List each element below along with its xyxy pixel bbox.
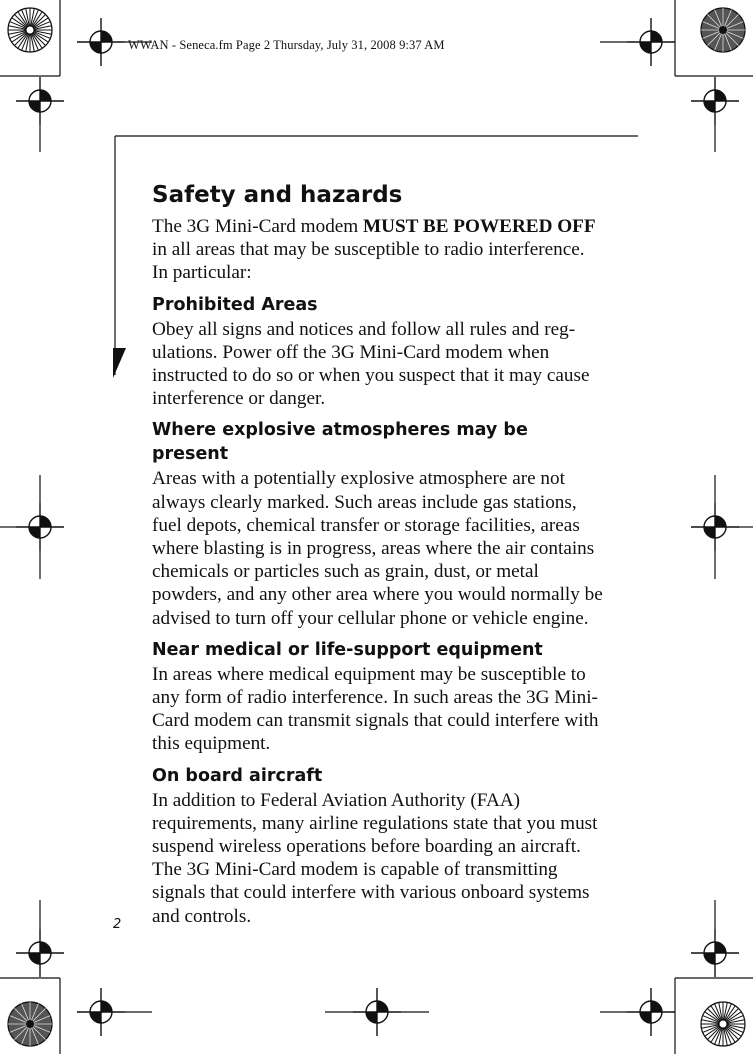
registration-mark-icon	[16, 929, 64, 977]
registration-mark-icon	[691, 77, 739, 125]
registration-mark-icon	[691, 929, 739, 977]
heading-prohibited-areas: Prohibited Areas	[152, 294, 318, 315]
registration-mark-icon	[627, 988, 675, 1036]
registration-mark-icon	[77, 988, 125, 1036]
page-title: Safety and hazards	[152, 182, 403, 208]
registration-mark-icon	[691, 503, 739, 551]
intro-emphasis: MUST BE POWERED OFF	[363, 216, 596, 237]
color-bar-starburst-icon	[8, 1002, 52, 1046]
print-slug-line: WWAN - Seneca.fm Page 2 Thursday, July 31, 2008 9:37 AM	[128, 38, 445, 52]
registration-mark-icon	[16, 77, 64, 125]
heading-explosive-atmospheres: Where explosive atmospheres may be present	[152, 420, 528, 465]
color-bar-starburst-icon	[701, 8, 745, 52]
intro-text-before: The 3G Mini-Card modem	[152, 216, 364, 237]
registration-mark-icon	[627, 18, 675, 66]
color-bar-starburst-icon	[701, 1002, 745, 1046]
registration-mark-icon	[77, 18, 125, 66]
intro-paragraph	[152, 215, 604, 285]
margin-wedge-mark	[113, 348, 126, 378]
body-explosive-atmospheres: Areas with a potentially explosive atmosphere are not always clearly marked. Such areas include gas stations, fuel depots, chemical transfer or storage facilities, areas where blasting is in progress, areas where the air contains chemicals or particles such as grain, dust, or metal powders, and any other area where you would normally be advised to turn off your cellular phone or vehicle engine.	[152, 468, 603, 629]
body-on-board-aircraft: In addition to Federal Aviation Authority (FAA) requirements, many airline regulations state that you must suspend wireless operations before boarding an aircraft. The 3G Mini-Card modem is capable of transmitting signals that could interfere with various onboard systems and controls.	[152, 789, 598, 927]
body-prohibited-areas: Obey all signs and notices and follow all rules and regulations. Power off the 3G Mini-Card modem when instructed to do so or when you suspect that it may cause interference or danger.	[152, 318, 590, 410]
body-medical-equipment: In areas where medical equipment may be susceptible to any form of radio interference. In such areas the 3G Mini-Card modem can transmit signals that could interfere with this equipment.	[152, 663, 599, 755]
color-bar-starburst-icon	[8, 8, 52, 52]
heading-medical-equipment: Near medical or life-support equipment	[152, 639, 543, 660]
intro-text-after: in all areas that may be susceptible to radio interference. In particular:	[152, 239, 585, 284]
registration-mark-icon	[353, 988, 401, 1036]
registration-mark-icon	[16, 503, 64, 551]
heading-on-board-aircraft: On board aircraft	[152, 765, 323, 786]
page-number: 2	[113, 917, 122, 932]
main-content	[152, 180, 604, 928]
